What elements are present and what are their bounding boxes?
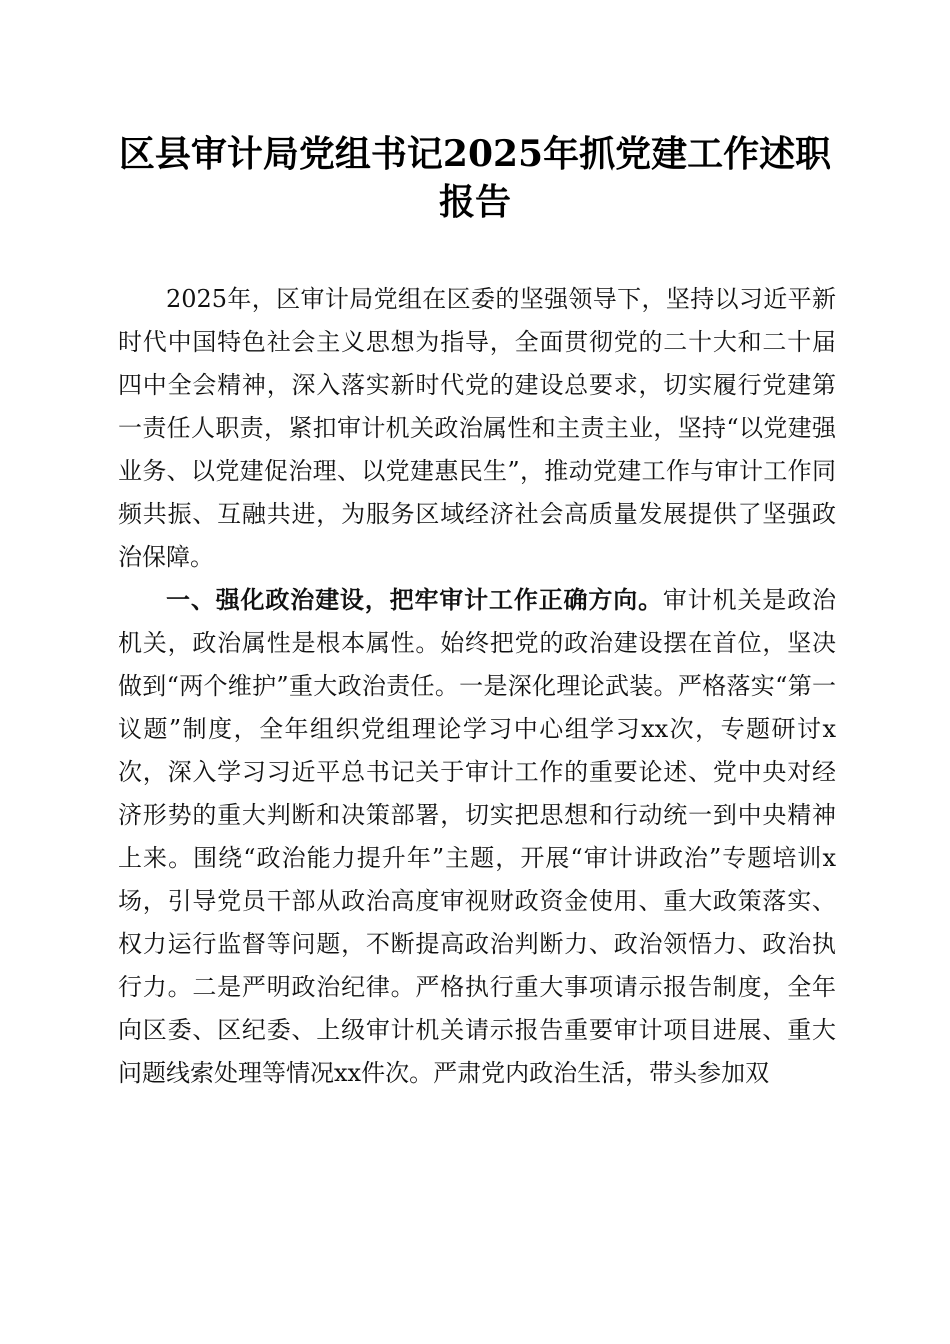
section-one-text: 审计机关是政治机关，政治属性是根本属性。始终把党的政治建设摆在首位，坚决做到“两个维护”重大政治责任。一是深化理论武装。严格落实“第一议题”制度，全年组织党组理论学习中心组学习xx次，专题研讨x次，深入学习习近平总书记关于审计工作的重要论述、党中央对经济形势的重大判断和决策部署，切实把思想和行动统一到中央精神上来。围绕“政治能力提升年”主题，开展“审计讲政治”专题培训x场，引导党员干部从政治高度审视财政资金使用、重大政策落实、权力运行监督等问题，不断提高政治判断力、政治领悟力、政治执行力。二是严明政治纪律。严格执行重大事项请示报告制度，全年向区委、区纪委、上级审计机关请示报告重要审计项目进展、重大问题线索处理等情况xx件次。严肃党内政治生活，带头参加双: [118, 586, 836, 1087]
section-one-heading: 一、强化政治建设，把牢审计工作正确方向。: [166, 586, 663, 614]
document-title: 区县审计局党组书记2025年抓党建工作述职报告: [118, 133, 832, 223]
section-one-paragraph: [118, 579, 836, 1095]
document-body: [118, 278, 836, 1095]
intro-paragraph: [118, 278, 836, 579]
intro-paragraph-text: 2025年，区审计局党组在区委的坚强领导下，坚持以习近平新时代中国特色社会主义思想为指导，全面贯彻党的二十大和二十届四中全会精神，深入落实新时代党的建设总要求，切实履行党建第一责任人职责，紧扣审计机关政治属性和主责主业，坚持“以党建强业务、以党建促治理、以党建惠民生”，推动党建工作与审计工作同频共振、互融共进，为服务区域经济社会高质量发展提供了坚强政治保障。: [118, 285, 836, 571]
